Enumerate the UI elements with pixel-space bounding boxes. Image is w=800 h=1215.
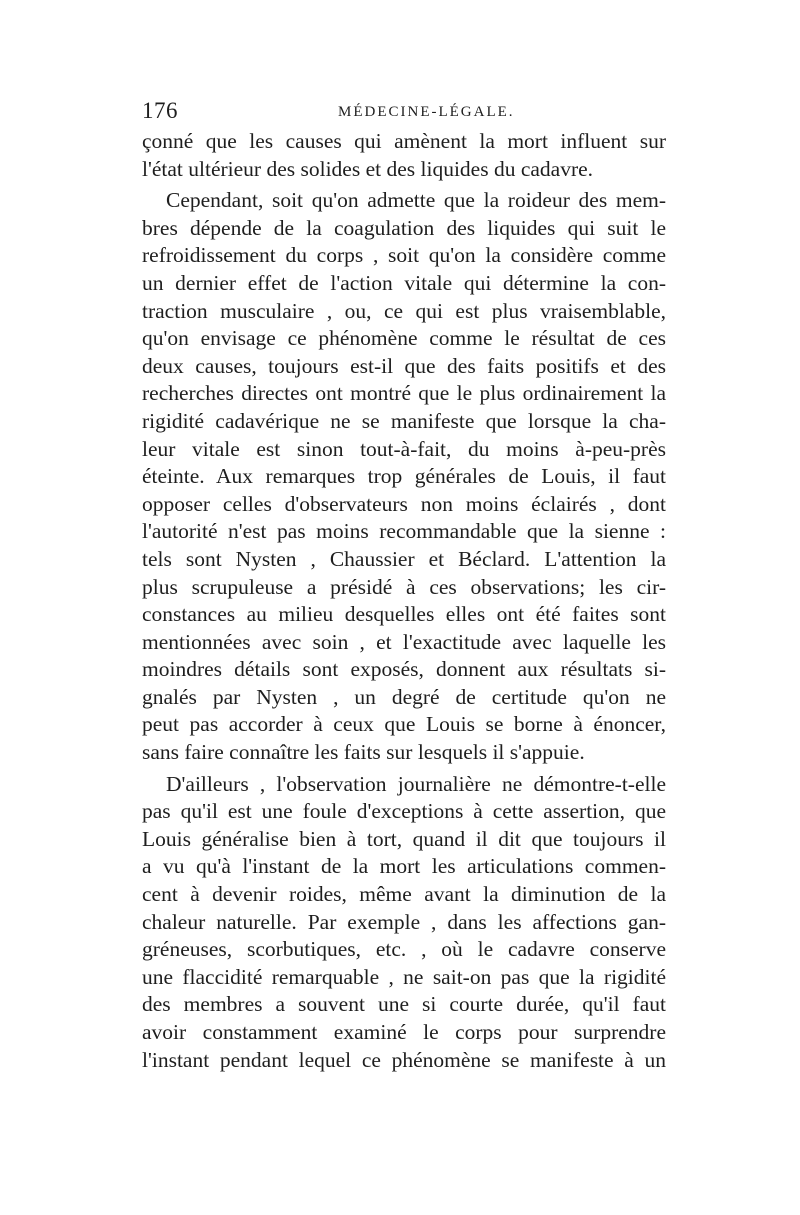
text-line: l'instant pendant lequel ce phénomène se manifeste à un [142,1047,666,1072]
text-line: éteinte. Aux remarques trop générales de Louis, il faut [142,464,666,489]
paragraph [142,187,666,766]
text-line: l'autorité n'est pas moins recommandable que la sienne : [142,519,666,544]
text-line: traction musculaire , ou, ce qui est plus vraisemblable, [142,298,666,323]
text-line: a vu qu'à l'instant de la mort les articulations commen- [142,854,666,879]
page-number: 176 [142,98,178,123]
text-line: çonné que les causes qui amènent la mort influent sur [142,129,666,153]
text-line: des membres a souvent une si courte durée, qu'il faut [142,992,666,1017]
text-line: recherches directes ont montré que le plus ordinairement la [142,381,666,406]
text-line: un dernier effet de l'action vitale qui détermine la con- [142,270,666,295]
running-head: MÉDECINE-LÉGALE. [338,104,515,120]
text-line: refroidissement du corps , soit qu'on la considère comme [142,243,666,268]
text-line: leur vitale est sinon tout-à-fait, du moins à-peu-près [142,436,666,461]
text-line: avoir constamment examiné le corps pour surprendre [142,1020,666,1044]
text-line: gnalés par Nysten , un degré de certitude qu'on ne [142,684,666,709]
text-line: bres dépende de la coagulation des liquides qui suit le [142,215,666,240]
text-line: moindres détails sont exposés, donnent aux résultats si- [142,657,666,682]
text-line: sans faire connaître les faits sur lesquels il s'appuie. [142,740,585,765]
text-line: chaleur naturelle. Par exemple , dans les affections gan- [142,909,666,934]
paragraph [142,128,666,183]
body-text [142,128,666,1074]
text-line: qu'on envisage ce phénomène comme le résultat de ces [142,326,666,351]
text-line: opposer celles d'observateurs non moins éclairés , dont [142,491,666,516]
text-line: plus scrupuleuse a présidé à ces observations; les cir- [142,574,666,599]
text-line: gréneuses, scorbutiques, etc. , où le cadavre conserve [142,937,666,962]
page-header [142,96,666,126]
text-line: deux causes, toujours est-il que des faits positifs et des [142,353,666,378]
text-line: mentionnées avec soin , et l'exactitude avec laquelle les [142,629,666,654]
text-line: l'état ultérieur des solides et des liquides du cadavre. [142,156,594,181]
text-line: Louis généralise bien à tort, quand il dit que toujours il [142,826,666,851]
text-line: rigidité cadavérique ne se manifeste que lorsque la cha- [142,408,666,433]
text-line: cent à devenir roides, même avant la diminution de la [142,882,666,907]
text-line: constances au milieu desquelles elles ont été faites sont [142,602,666,627]
text-line: D'ailleurs , l'observation journalière ne démontre-t-elle [166,771,666,796]
text-line: tels sont Nysten , Chaussier et Béclard. L'attention la [142,546,666,571]
text-line: une flaccidité remarquable , ne sait-on pas que la rigidité [142,964,666,989]
paragraph [142,771,666,1075]
text-line: pas qu'il est une foule d'exceptions à cette assertion, que [142,799,666,824]
text-line: Cependant, soit qu'on admette que la roideur des mem- [166,188,666,213]
text-line: peut pas accorder à ceux que Louis se borne à énoncer, [142,712,666,737]
